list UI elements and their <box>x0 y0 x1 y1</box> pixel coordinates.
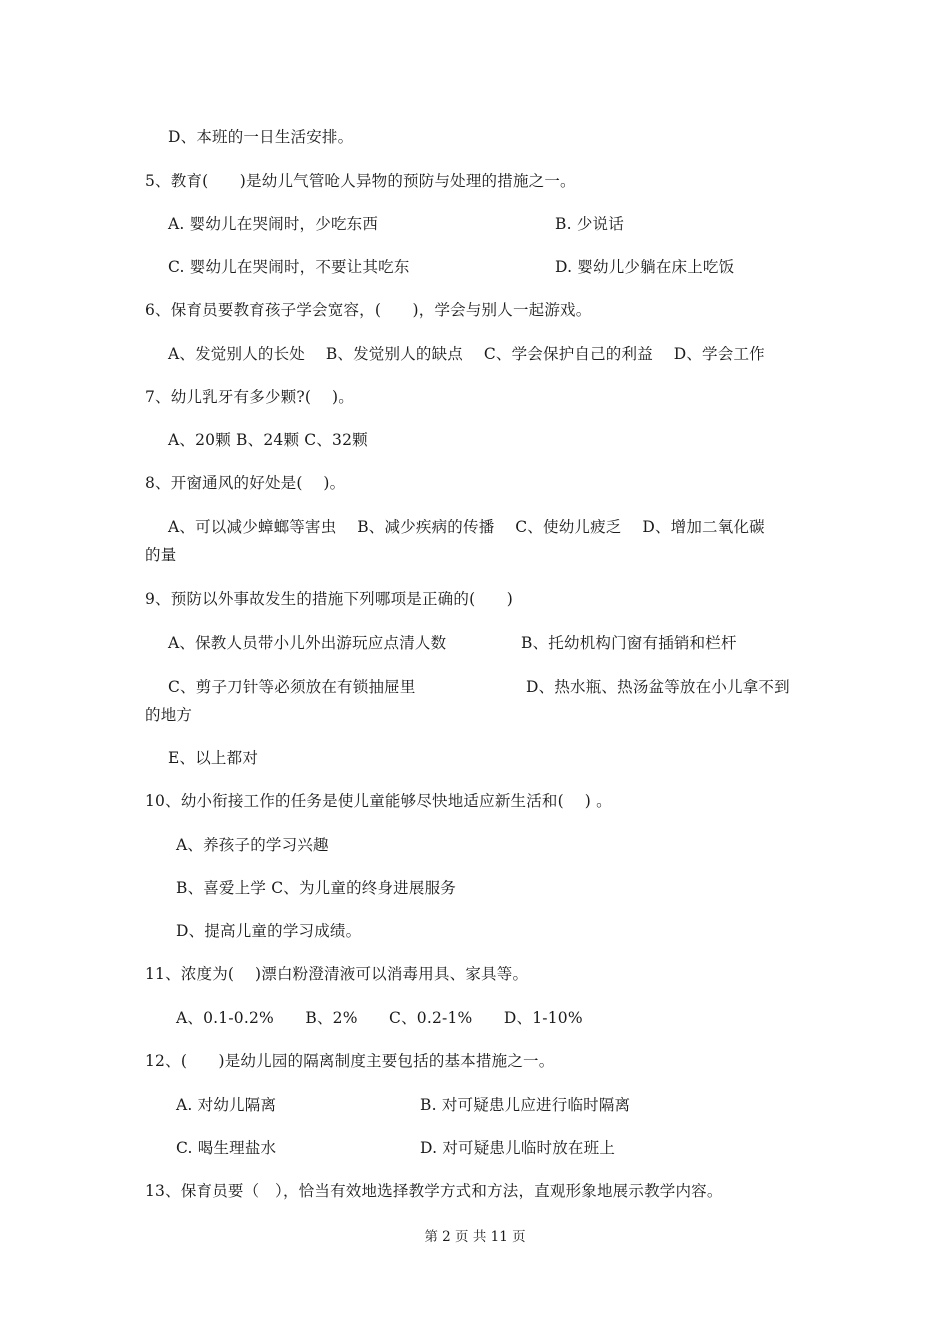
q12-option-d: D. 对可疑患儿临时放在班上 <box>420 1139 616 1157</box>
q10-option-a: A、养孩子的学习兴趣 <box>176 836 329 854</box>
q9-option-d-line1: D、热水瓶、热汤盆等放在小儿拿不到 <box>526 678 790 696</box>
q11-stem: 11、浓度为( )漂白粉澄清液可以消毒用具、家具等。 <box>145 965 529 983</box>
page-footer: 第 2 页 共 11 页 <box>424 1229 526 1245</box>
q9-option-d-line2: 的地方 <box>145 706 193 724</box>
q9-option-c: C、剪子刀针等必须放在有锁抽屉里 <box>168 678 416 696</box>
q6-stem: 6、保育员要教育孩子学会宽容，( )，学会与别人一起游戏。 <box>145 301 592 319</box>
q13-stem: 13、保育员要（ ），恰当有效地选择教学方式和方法，直观形象地展示教学内容。 <box>145 1182 723 1200</box>
q10-stem: 10、幼小衔接工作的任务是使儿童能够尽快地适应新生活和( ) 。 <box>145 792 612 810</box>
q9-stem: 9、预防以外事故发生的措施下列哪项是正确的( ) <box>145 590 513 608</box>
q12-stem: 12、( )是幼儿园的隔离制度主要包括的基本措施之一。 <box>145 1052 555 1070</box>
q12-option-b: B. 对可疑患儿应进行临时隔离 <box>420 1096 631 1114</box>
q5-stem: 5、教育( )是幼儿气管呛人异物的预防与处理的措施之一。 <box>145 172 576 190</box>
q10-option-d: D、提高儿童的学习成绩。 <box>176 922 362 940</box>
q9-option-b: B、托幼机构门窗有插销和栏杆 <box>521 634 737 652</box>
q5-option-b: B. 少说话 <box>555 215 624 233</box>
q5-option-c: C. 婴幼儿在哭闹时，不要让其吃东 <box>168 258 410 276</box>
q4-option-d: D、本班的一日生活安排。 <box>168 128 354 146</box>
q10-option-bc: B、喜爱上学 C、为儿童的终身进展服务 <box>176 879 456 897</box>
q5-option-d: D. 婴幼儿少躺在床上吃饭 <box>555 258 735 276</box>
q5-option-a: A. 婴幼儿在哭闹时，少吃东西 <box>168 215 379 233</box>
q6-options: A、发觉别人的长处 B、发觉别人的缺点 C、学会保护自己的利益 D、学会工作 <box>168 345 765 363</box>
q8-stem: 8、开窗通风的好处是( )。 <box>145 474 346 492</box>
q9-option-e: E、以上都对 <box>168 749 259 767</box>
q12-option-a: A. 对幼儿隔离 <box>176 1096 277 1114</box>
q8-options-line1: A、可以减少蟑螂等害虫 B、减少疾病的传播 C、使幼儿疲乏 D、增加二氧化碳 <box>168 518 765 536</box>
q11-options: A、0.1-0.2% B、2% C、0.2-1% D、1-10% <box>176 1009 583 1027</box>
q8-options-line2: 的量 <box>145 546 177 564</box>
q7-options: A、20颗 B、24颗 C、32颗 <box>168 431 368 449</box>
q9-option-a: A、保教人员带小儿外出游玩应点清人数 <box>168 634 447 652</box>
q7-stem: 7、幼儿乳牙有多少颗?( )。 <box>145 388 354 406</box>
q12-option-c: C. 喝生理盐水 <box>176 1139 277 1157</box>
